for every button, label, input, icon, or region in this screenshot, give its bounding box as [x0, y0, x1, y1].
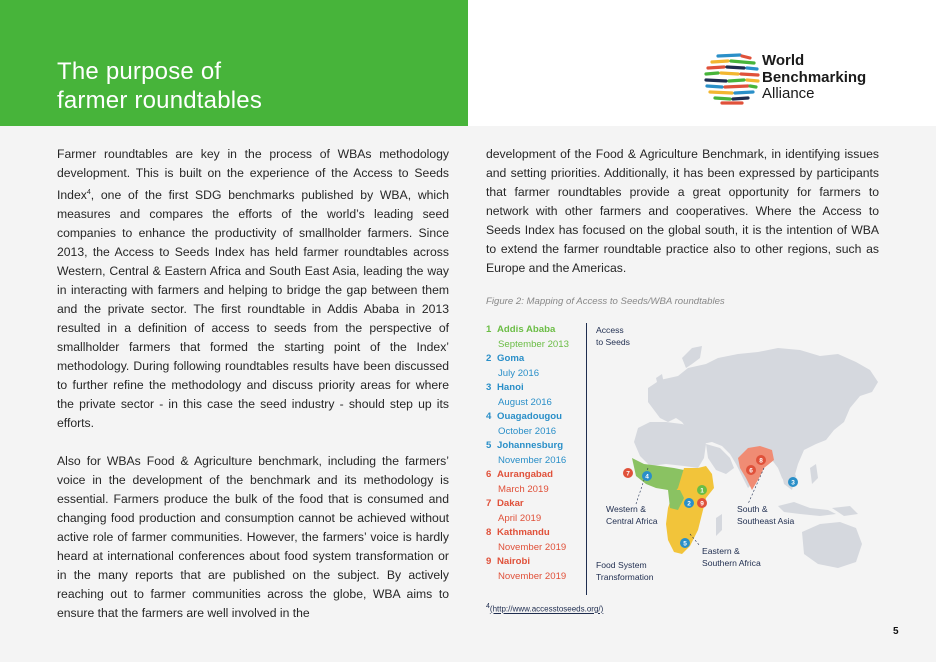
legend-date: November 2019 — [498, 541, 567, 553]
legend-city: Aurangabad — [497, 469, 553, 480]
label-access-line1: Access — [596, 325, 624, 335]
label-south-southeast-asia — [737, 504, 794, 527]
legend-item — [486, 323, 586, 352]
marker-3-label: 3 — [791, 479, 795, 487]
label-south-line2: Southeast Asia — [737, 515, 795, 526]
legend-date: November 2016 — [498, 454, 567, 466]
marker-9 — [697, 498, 707, 508]
marker-1-label: 1 — [700, 487, 704, 495]
figure-caption: Figure 2: Mapping of Access to Seeds/WBA roundtables — [486, 296, 725, 307]
marker-8-label: 8 — [759, 457, 763, 465]
new-guinea — [832, 506, 858, 516]
philippines — [810, 464, 818, 484]
roundtable-legend — [486, 323, 586, 584]
legend-num: 5 — [486, 440, 492, 451]
legend-num: 6 — [486, 469, 492, 480]
legend-item — [486, 381, 586, 410]
legend-num: 4 — [486, 411, 492, 422]
wba-logo — [704, 50, 894, 110]
legend-num: 3 — [486, 382, 492, 393]
marker-1 — [697, 485, 707, 495]
wba-logo-icon — [704, 50, 760, 106]
logo-line-benchmarking: Benchmarking — [762, 68, 867, 86]
marker-7 — [623, 468, 633, 478]
paragraph-1 — [57, 145, 449, 433]
legend-num: 9 — [486, 556, 492, 567]
left-column — [57, 145, 449, 642]
paragraph-2: Also for WBAs Food & Agriculture benchmark, including the farmers’ voice in the development of the benchmark and its methodology is essential. Farmers produce the bulk of the food that is consumed and changing food production and consumption cannot be achieved without active role of farmer communities. However, the farmers’ voice is hardly heard at international conferences about food system transformation or in the many reports that are published on the subject. By actively reaching out to farmer communities across the globe, WBA aims to ensure that the farmers are well involved in the — [57, 454, 449, 621]
marker-2-label: 2 — [687, 500, 691, 508]
marker-9-label: 9 — [700, 500, 704, 508]
legend-item — [486, 439, 586, 468]
legend-num: 1 — [486, 324, 492, 335]
legend-item — [486, 410, 586, 439]
legend-item — [486, 526, 586, 555]
madagascar — [716, 514, 722, 536]
marker-7-label: 7 — [626, 470, 630, 478]
legend-date: October 2016 — [498, 425, 557, 437]
label-west-line2: Central Africa — [606, 515, 658, 526]
marker-5 — [680, 538, 690, 548]
legend-city: Kathmandu — [497, 527, 550, 538]
footnote-number: 4 — [486, 603, 490, 610]
legend-item — [486, 497, 586, 526]
scandinavia — [682, 346, 702, 368]
legend-date: March 2019 — [498, 483, 549, 495]
legend-city: Hanoi — [497, 382, 524, 393]
legend-city: Ouagadougou — [497, 411, 563, 422]
label-food-line2: Transformation — [596, 571, 654, 582]
legend-date: April 2019 — [498, 512, 542, 524]
north-africa — [634, 422, 706, 468]
legend-city: Goma — [497, 353, 525, 364]
label-east-line1: Eastern & — [702, 546, 740, 556]
legend-city: Nairobi — [497, 556, 531, 567]
legend-city: Addis Ababa — [497, 324, 556, 335]
label-east-line2: Southern Africa — [702, 557, 761, 568]
legend-city: Dakar — [497, 498, 524, 509]
footnote-ref: 4 — [86, 189, 91, 196]
right-column — [486, 145, 879, 278]
footnote — [486, 603, 603, 614]
logo-line-world: World — [762, 52, 805, 69]
marker-4-label: 4 — [645, 473, 649, 481]
label-eastern-southern-africa — [702, 546, 761, 569]
footnote-link[interactable]: (http://www.accesstoseeds.org/) — [489, 604, 604, 614]
legend-item — [486, 468, 586, 497]
page-number: 5 — [893, 626, 899, 637]
marker-3 — [788, 477, 798, 487]
legend-city: Johannesburg — [497, 440, 564, 451]
legend-divider — [586, 323, 587, 595]
paragraph-3: development of the Food & Agriculture Benchmark, in identifying issues and setting priorities. Additionally, it has been expressed by participants that farmer roundtables provide a great opportunity for farmers to network with other farmers and cooperatives. Where the Access to Seeds Index has focused on the global south, it is the intention of WBA to extend the farmer roundtable practice also to other regions, such as Europe and the Americas. — [486, 147, 879, 275]
legend-date: August 2016 — [498, 396, 552, 408]
marker-4 — [642, 471, 652, 481]
label-west-line1: Western & — [606, 504, 646, 514]
label-access-to-seeds — [596, 325, 630, 348]
logo-line-alliance: Alliance — [762, 85, 815, 102]
legend-date: September 2013 — [498, 338, 569, 350]
page-title — [57, 57, 262, 115]
label-western-central-africa — [606, 504, 658, 527]
marker-6 — [746, 465, 756, 475]
paragraph-1-text-a: Farmer roundtables are key in the process of WBAs methodology development. This is built on the experience of the Access to Seeds Index — [57, 147, 449, 203]
page-title-line1: The purpose of — [57, 58, 222, 85]
marker-8 — [756, 455, 766, 465]
legend-num: 7 — [486, 498, 492, 509]
label-south-line1: South & — [737, 504, 768, 514]
legend-item — [486, 352, 586, 381]
legend-date: July 2016 — [498, 367, 540, 379]
legend-item — [486, 555, 586, 584]
legend-num: 2 — [486, 353, 492, 364]
south-asia-region — [738, 446, 774, 490]
legend-date: November 2019 — [498, 570, 567, 582]
paragraph-1-text-b: , one of the first SDG benchmarks published by WBA, which measures and compares the efforts of the world’s leading seed companies to enhance the productivity of smallholder farmers. Since 2013, the Access to Seeds Index has held farmer roundtables across Western, Central & Eastern Africa and South East Asia, leading the way in interacting with farmers and helping to bridge the gap between them and the private sector. The first roundtable in Addis Ababa in 2013 resulted in a definition of access to seeds from the perspective of smallholder farmers that formed the starting point of the Index’ methodology. During following roundtables results have been discussed to further refine the methodology and discuss priority areas for where the private sector - in this case the seed industry - should step up its efforts. — [57, 188, 449, 431]
marker-5-label: 5 — [683, 540, 687, 548]
australia — [802, 522, 862, 568]
legend-num: 8 — [486, 527, 492, 538]
wba-logo-text — [762, 53, 866, 103]
label-food-line1: Food System — [596, 560, 647, 570]
marker-6-label: 6 — [749, 467, 753, 475]
label-food-system — [596, 560, 653, 583]
page-title-line2: farmer roundtables — [57, 87, 263, 114]
label-access-line2: to Seeds — [596, 336, 630, 347]
marker-2 — [684, 498, 694, 508]
